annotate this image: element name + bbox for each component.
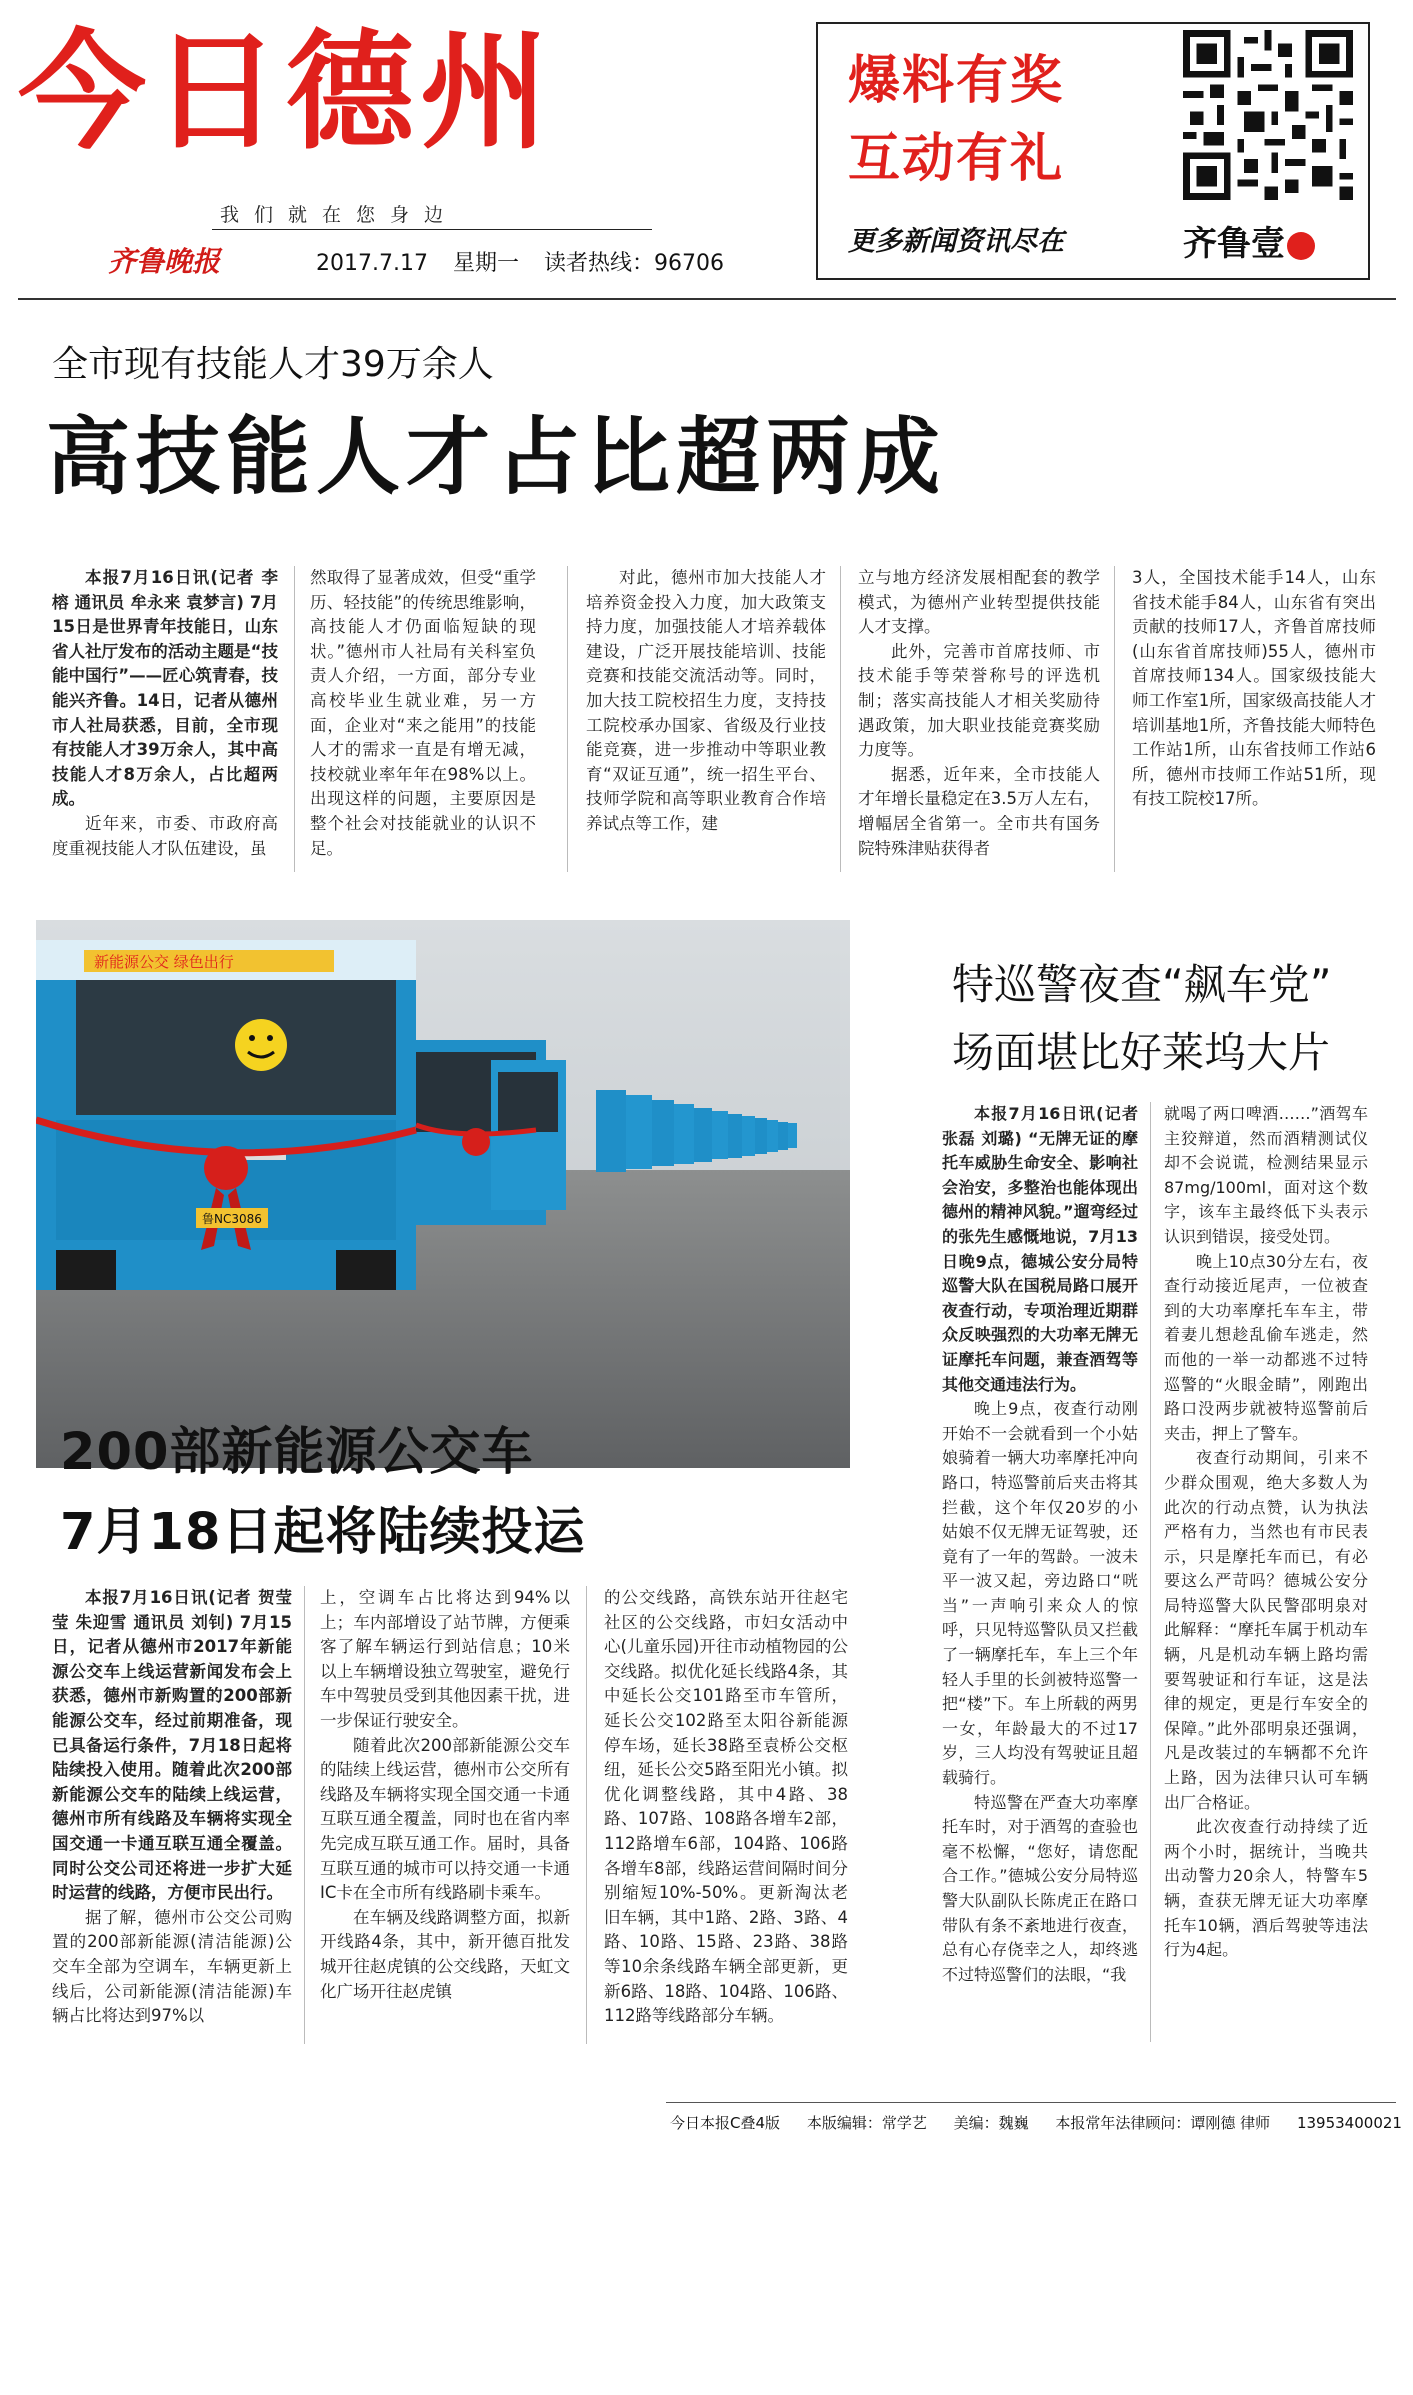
dateline <box>316 246 742 277</box>
license-plate: 鲁NC3086 <box>202 1212 262 1226</box>
column-divider <box>586 1586 587 2044</box>
patrol-paragraph: 本报7月16日讯(记者 张磊 刘璐) “无牌无证的摩托车威胁生命安全、影响社会治安，多整治也能体现出德州的精神风貌。”遛弯经过的张先生感慨地说，7月13日晚9点，德城公安分局特巡警大队在国税局路口展开夜查行动，专项治理近期群众反映强烈的大功率无牌无证摩托车问题，兼查酒驾等其他交通违法行为。 <box>942 1104 1138 1394</box>
bus-paragraph: 在车辆及线路调整方面，拟新开线路4条，其中，新开德百批发城开往赵虎镇的公交线路，天虹文化广场开往赵虎镇 <box>320 1907 570 2001</box>
issue-date: 2017.7.17 <box>316 251 428 276</box>
column-divider <box>840 566 841 872</box>
masthead-title: 今日德州 <box>18 18 555 167</box>
patrol-column-1 <box>942 1102 1138 1987</box>
bus-headline-1: 200部新能源公交车 <box>60 1423 534 1482</box>
footer-page: 今日本报C叠4版 <box>670 2114 781 2132</box>
footer-counsel: 本报常年法律顾问：谭刚德 律师 <box>1055 2114 1271 2132</box>
qr-code-icon <box>1183 30 1353 200</box>
lead-paragraph: 据悉，近年来，全市技能人才年增长量稳定在3.5万人左右，增幅居全省第一。全市共有国务院特殊津贴获得者 <box>858 764 1100 858</box>
lead-column-5 <box>1132 566 1376 812</box>
footer-designer: 美编：魏巍 <box>953 2114 1029 2132</box>
issue-weekday: 星期一 <box>452 251 519 276</box>
publication-logo: 齐鲁晚报 <box>108 245 221 278</box>
patrol-headline-2: 场面堪比好莱坞大片 <box>952 1028 1331 1077</box>
lead-paragraph: 立与地方经济发展相配套的教学模式，为德州产业转型提供技能人才支撑。 <box>858 568 1100 637</box>
patrol-paragraph: 晚上9点，夜查行动刚开始不一会就看到一个小姑娘骑着一辆大功率摩托冲向路口，特巡警前后夹击将其拦截，这个年仅20岁的小姑娘不仅无牌无证驾驶，还竟有了一年的驾龄。一波未平一波又起，旁边路口“咣当”一声响引来众人的惊呼，只见特巡警队员又拦截了一辆摩托车，车上三个年轻人手里的长剑被特巡警一把“楼”下。车上所载的两男一女，年龄最大的不过17岁，三人均没有驾驶证且超载骑行。 <box>942 1399 1138 1788</box>
column-divider <box>1150 1102 1151 2042</box>
footer-phone: 13953400021 <box>1296 2114 1402 2132</box>
bus-banner-text: 新能源公交 绿色出行 <box>94 953 234 971</box>
lead-column-3 <box>586 566 826 837</box>
promo-line-2: 互动有礼 <box>848 129 1065 189</box>
bus-paragraph: 据了解，德州市公交公司购置的200部新能源(清洁能源)公交车全部为空调车，车辆更新上线后，公司新能源(清洁能源)车辆占比将达到97%以 <box>52 1907 292 2026</box>
bus-paragraph: 的公交线路，高铁东站开往赵宅社区的公交线路，市妇女活动中心(儿童乐园)开往市动植物园的公交线路。拟优化延长线路4条，其中延长公交101路至市车管所，延长公交102路至太阳谷新能源停车场，延长38路至袁桥公交枢纽，延长公交5路至阳光小镇。拟优化调整线路，其中4路、38路、107路、108路各增车2部，112路增车6部，104路、106路各增车8部，线路运营间隔时间分别缩短10%-50%。更新淘汰老旧车辆，其中1路、2路、3路、4路、10路、15路、23路、38路等10余条线路车辆全部更新，更新6路、18路、104路、106路、112路等线路部分车辆。 <box>604 1588 848 2026</box>
lead-column-4 <box>858 566 1100 861</box>
promo-box <box>816 22 1370 280</box>
bus-paragraph: 本报7月16日讯(记者 贺莹莹 朱迎雪 通讯员 刘钊) 7月15日，记者从德州市2017年新能源公交车上线运营新闻发布会上获悉，德州市新购置的200部新能源公交车，经过前期准备，现已具备运行条件，7月18日起将陆续投入使用。随着此次200部新能源公交车的陆续上线运营，德州市所有线路及车辆将实现全国交通一卡通互联互通全覆盖。同时公交公司还将进一步扩大延时运营的线路，方便市民出行。 <box>52 1588 292 1903</box>
lead-paragraph: 此外，完善市首席技师、市技术能手等荣誉称号的评选机制；落实高技能人才相关奖励待遇政策，加大职业技能竞赛奖励力度等。 <box>858 641 1100 760</box>
bus-column-1 <box>52 1586 292 2029</box>
column-divider <box>304 1586 305 2044</box>
column-divider <box>294 566 295 872</box>
lead-kicker: 全市现有技能人才39万余人 <box>52 344 494 385</box>
bus-column-2 <box>320 1586 570 2004</box>
patrol-paragraph: 特巡警在严查大功率摩托车时，对于酒驾的查验也毫不松懈，“您好，请您配合工作。”德城公安分局特巡警大队副队长陈虎正在路口带队有条不紊地进行夜查，总有心存侥幸之人，却终逃不过特巡警们的法眼，“我 <box>942 1792 1138 1984</box>
bus-paragraph: 上，空调车占比将达到94%以上；车内部增设了站节牌，方便乘客了解车辆运行到站信息；10米以上车辆增设独立驾驶室，避免行车中驾驶员受到其他因素干扰，进一步保证行驶安全。 <box>320 1588 570 1730</box>
bus-photo <box>36 920 850 1468</box>
lead-column-2 <box>310 566 536 861</box>
masthead-slogan: 我们就在您身边 <box>220 204 459 226</box>
patrol-paragraph: 晚上10点30分左右，夜查行动接近尾声，一位被查到的大功率摩托车车主，带着妻儿想趁乱偷车逃走，然而他的一举一动都逃不过特巡警的“火眼金睛”，刚跑出路口没两步就被特巡警前后夹击，押上了警车。 <box>1164 1251 1368 1443</box>
patrol-headline-1: 特巡警夜查“飙车党” <box>952 960 1332 1009</box>
patrol-paragraph: 此次夜查行动持续了近两个小时，据统计，当晚共出动警力20余人，特警车5辆，查获无牌无证大功率摩托车10辆，酒后驾驶等违法行为4起。 <box>1164 1817 1368 1960</box>
footer-editor: 本版编辑：常学艺 <box>806 2114 927 2132</box>
brand-label: 齐鲁壹 <box>1183 224 1285 264</box>
column-divider <box>1114 566 1115 872</box>
promo-line-1: 爆料有奖 <box>848 51 1065 111</box>
patrol-paragraph: 夜查行动期间，引来不少群众围观，绝大多数人为此次的行动点赞，认为执法严格有力，当然也有市民表示，只是摩托车而已，有必要这么严苛吗？德城公安分局特巡警大队民警邵明泉对此解释：“摩托车属于机动车辆，凡是机动车辆上路均需要驾驶证和行车证，这是法律的规定，更是行车安全的保障。”此外邵明泉还强调，凡是改装过的车辆都不允许上路，因为法律只认可车辆出厂合格证。 <box>1164 1448 1368 1812</box>
patrol-column-2 <box>1164 1102 1368 1963</box>
bus-paragraph: 随着此次200部新能源公交车的陆续上线运营，德州市公交所有线路及车辆将实现全国交通一卡通互联互通全覆盖，同时也在省内率先完成互联互通工作。届时，具备互联互通的城市可以持交通一卡通IC卡在全市所有线路刷卡乘车。 <box>320 1735 570 1903</box>
lead-paragraph: 3人，全国技术能手14人，山东省技术能手84人，山东省有突出贡献的技师17人，齐鲁首席技师(山东省首席技师)55人，德州市首席技师134人。国家级技能大师工作室1所，国家级高技能人才培训基地1所，齐鲁技能大师特色工作站1所，山东省技师工作站6所，德州市技师工作站51所，现有技工院校17所。 <box>1132 568 1376 809</box>
reader-hotline: 读者热线：96706 <box>543 251 724 276</box>
lead-paragraph: 对此，德州市加大技能人才培养资金投入力度，加大政策支持力度，加强技能人才培养载体建设，广泛开展技能培训、技能竞赛和技能交流活动等。同时，加大技工院校招生力度，支持技工院校承办国家、省级及行业技能竞赛，进一步推动中等职业教育“双证互通”，统一招生平台、技师学院和高等职业教育合作培养试点等工作，建 <box>586 568 826 833</box>
bus-column-3 <box>604 1586 848 2029</box>
brand-circle-icon <box>1287 232 1315 260</box>
lead-column-1 <box>52 566 278 861</box>
column-divider <box>567 566 568 872</box>
lead-headline: 高技能人才占比超两成 <box>46 408 947 506</box>
slogan-divider <box>212 229 652 230</box>
footer-rule <box>666 2102 1396 2103</box>
lead-paragraph: 然取得了显著成效，但受“重学历、轻技能”的传统思维影响，高技能人才仍面临短缺的现状。”德州市人社局有关科室负责人介绍，一方面，部分专业高校毕业生就业难，另一方面，企业对“来之能用”的技能人才的需求一直是有增无减，技校就业率年年在98%以上。出现这样的问题，主要原因是整个社会对技能就业的认识不足。 <box>310 568 536 858</box>
lead-paragraph: 本报7月16日讯(记者 李榕 通讯员 牟永来 袁梦言) 7月15日是世界青年技能日，山东省人社厅发布的活动主题是“技能中国行”——匠心筑青春，技能兴齐鲁。14日，记者从德州市人社局获悉，目前，全市现有技能人才39万余人，其中高技能人才8万余人，占比超两成。 <box>52 568 278 809</box>
bus-headline-2: 7月18日起将陆续投运 <box>60 1503 586 1562</box>
patrol-paragraph: 就喝了两口啤酒……”酒驾车主狡辩道，然而酒精测试仪却不会说谎，检测结果显示87mg/100ml，面对这个数字，该车主最终低下头表示认识到错误，接受处罚。 <box>1164 1104 1368 1246</box>
masthead-rule <box>18 298 1396 300</box>
promo-line-3: 更多新闻资讯尽在 <box>848 226 1064 257</box>
lead-paragraph: 近年来，市委、市政府高度重视技能人才队伍建设，虽 <box>52 813 278 858</box>
page-footer <box>670 2112 1413 2133</box>
brand-name <box>1183 216 1315 265</box>
